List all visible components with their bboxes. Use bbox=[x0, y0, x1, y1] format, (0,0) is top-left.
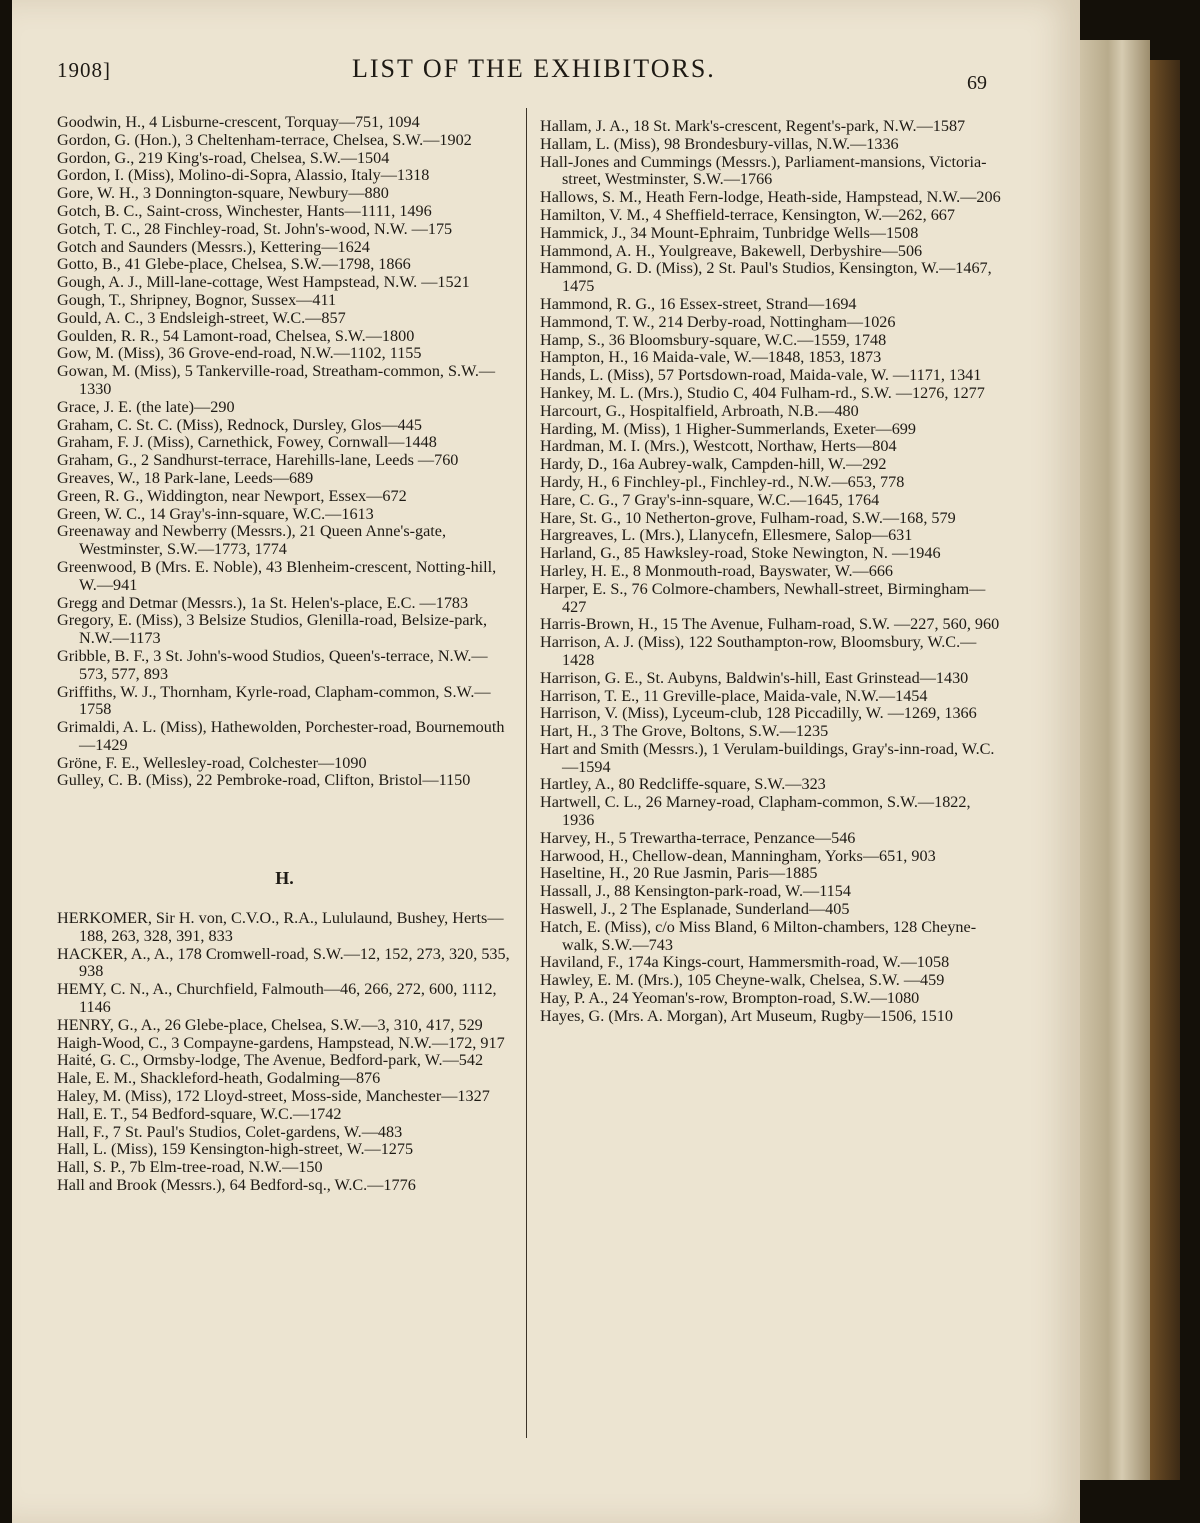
exhibitor-entry: Harris-Brown, H., 15 The Avenue, Fulham-road, S.W. —227, 560, 960 bbox=[540, 615, 1000, 634]
exhibitor-entry: Harper, E. S., 76 Colmore-chambers, Newhall-street, Birmingham—427 bbox=[540, 579, 986, 616]
exhibitor-entry: Gulley, C. B. (Miss), 22 Pembroke-road, Clifton, Bristol—1150 bbox=[57, 771, 471, 790]
exhibitor-entry: HACKER, A., A., 178 Cromwell-road, S.W.—12, 152, 273, 320, 535, 938 bbox=[57, 944, 510, 981]
exhibitor-entry: Gregory, E. (Miss), 3 Belsize Studios, Glenilla-road, Belsize-park, N.W.—1173 bbox=[57, 611, 488, 648]
exhibitor-entry: Hardy, D., 16a Aubrey-walk, Campden-hill, W.—292 bbox=[540, 455, 887, 474]
book-page bbox=[12, 0, 1080, 1523]
exhibitor-entry: Hare, C. G., 7 Gray's-inn-square, W.C.—1645, 1764 bbox=[540, 490, 880, 509]
exhibitor-entry: Haigh-Wood, C., 3 Compayne-gardens, Hampstead, N.W.—172, 917 bbox=[57, 1033, 505, 1052]
exhibitor-entry: Harland, G., 85 Hawksley-road, Stoke Newington, N. —1946 bbox=[540, 544, 941, 563]
exhibitor-entry: Haseltine, H., 20 Rue Jasmin, Paris—1885 bbox=[540, 864, 818, 883]
exhibitor-entry: Gough, T., Shripney, Bognor, Sussex—411 bbox=[57, 290, 337, 309]
exhibitor-entry: Hartwell, C. L., 26 Marney-road, Clapham-common, S.W.—1822, 1936 bbox=[540, 793, 971, 830]
exhibitor-entry: Hamp, S., 36 Bloomsbury-square, W.C.—1559, 1748 bbox=[540, 330, 887, 349]
exhibitor-entry: Gröne, F. E., Wellesley-road, Colchester—1090 bbox=[57, 753, 367, 772]
exhibitor-entry: Hamilton, V. M., 4 Sheffield-terrace, Kensington, W.—262, 667 bbox=[540, 205, 955, 224]
exhibitor-entry: Graham, G., 2 Sandhurst-terrace, Harehills-lane, Leeds —760 bbox=[57, 451, 459, 470]
exhibitor-entry: Gregg and Detmar (Messrs.), 1a St. Helen's-place, E.C. —1783 bbox=[57, 593, 469, 612]
exhibitor-entry: Haviland, F., 174a Kings-court, Hammersmith-road, W.—1058 bbox=[540, 953, 950, 972]
exhibitor-entry: Gotch, T. C., 28 Finchley-road, St. John's-wood, N.W. —175 bbox=[57, 219, 453, 238]
exhibitor-entry: Hallows, S. M., Heath Fern-lodge, Heath-side, Hampstead, N.W.—206 bbox=[540, 188, 1001, 207]
exhibitor-entry: Hall and Brook (Messrs.), 64 Bedford-sq., W.C.—1776 bbox=[57, 1176, 416, 1195]
exhibitor-entry: Gordon, I. (Miss), Molino-di-Sopra, Alassio, Italy—1318 bbox=[57, 166, 430, 185]
exhibitor-entry: Gordon, G. (Hon.), 3 Cheltenham-terrace, Chelsea, S.W.—1902 bbox=[57, 130, 472, 149]
exhibitor-entry: Harvey, H., 5 Trewartha-terrace, Penzance—546 bbox=[540, 828, 856, 847]
exhibitor-entry: Harrison, T. E., 11 Greville-place, Maida-vale, N.W.—1454 bbox=[540, 686, 928, 705]
exhibitor-entry: Hammond, R. G., 16 Essex-street, Strand—1694 bbox=[540, 294, 857, 313]
exhibitor-entry: Hale, E. M., Shackleford-heath, Godalming—876 bbox=[57, 1069, 381, 1088]
page-title: LIST OF THE EXHIBITORS. bbox=[352, 54, 716, 83]
exhibitor-entry: Hall, E. T., 54 Bedford-square, W.C.—1742 bbox=[57, 1104, 342, 1123]
exhibitor-entry: Harrison, V. (Miss), Lyceum-club, 128 Piccadilly, W. —1269, 1366 bbox=[540, 704, 977, 723]
exhibitor-entry: Grimaldi, A. L. (Miss), Hathewolden, Porchester-road, Bournemouth—1429 bbox=[57, 718, 505, 754]
h-entries bbox=[57, 910, 512, 1195]
right-column bbox=[540, 118, 1002, 1026]
exhibitor-entry: Gow, M. (Miss), 36 Grove-end-road, N.W.—1102, 1155 bbox=[57, 344, 422, 363]
exhibitor-entry: Harcourt, G., Hospitalfield, Arbroath, N.B.—480 bbox=[540, 401, 859, 420]
exhibitor-entry: Goulden, R. R., 54 Lamont-road, Chelsea, S.W.—1800 bbox=[57, 326, 415, 345]
exhibitor-entry: Harwood, H., Chellow-dean, Manningham, Yorks—651, 903 bbox=[540, 846, 936, 865]
exhibitor-entry: Green, W. C., 14 Gray's-inn-square, W.C.—1613 bbox=[57, 504, 374, 523]
page-edges bbox=[1080, 40, 1150, 1480]
exhibitor-entry: Grace, J. E. (the late)—290 bbox=[57, 397, 235, 416]
exhibitor-entry: HERKOMER, Sir H. von, C.V.O., R.A., Lululaund, Bushey, Herts—188, 263, 328, 391, 833 bbox=[57, 909, 504, 945]
exhibitor-entry: Hawley, E. M. (Mrs.), 105 Cheyne-walk, Chelsea, S.W. —459 bbox=[540, 971, 945, 990]
exhibitor-entry: Gotto, B., 41 Glebe-place, Chelsea, S.W.—1798, 1866 bbox=[57, 255, 411, 274]
exhibitor-entry: Gotch, B. C., Saint-cross, Winchester, Hants—1111, 1496 bbox=[57, 201, 432, 220]
exhibitor-entry: Hammick, J., 34 Mount-Ephraim, Tunbridge Wells—1508 bbox=[540, 223, 919, 242]
exhibitor-entry: Harrison, G. E., St. Aubyns, Baldwin's-hill, East Grinstead—1430 bbox=[540, 668, 969, 687]
exhibitor-entry: Hammond, T. W., 214 Derby-road, Nottingham—1026 bbox=[540, 312, 896, 331]
exhibitor-entry: Gould, A. C., 3 Endsleigh-street, W.C.—857 bbox=[57, 308, 346, 327]
exhibitor-entry: Harrison, A. J. (Miss), 122 Southampton-row, Bloomsbury, W.C.—1428 bbox=[540, 633, 977, 669]
exhibitor-entry: Graham, C. St. C. (Miss), Rednock, Dursley, Glos—445 bbox=[57, 415, 422, 434]
exhibitor-entry: Hassall, J., 88 Kensington-park-road, W.—1154 bbox=[540, 882, 851, 901]
exhibitor-entry: Greaves, W., 18 Park-lane, Leeds—689 bbox=[57, 468, 314, 487]
header-year: 1908] bbox=[57, 58, 111, 82]
exhibitor-entry: Gordon, G., 219 King's-road, Chelsea, S.W.—1504 bbox=[57, 148, 390, 167]
exhibitor-entry: Hardman, M. I. (Mrs.), Westcott, Northaw, Herts—804 bbox=[540, 437, 897, 456]
exhibitor-entry: Hayes, G. (Mrs. A. Morgan), Art Museum, Rugby—1506, 1510 bbox=[540, 1006, 953, 1025]
exhibitor-entry: Hampton, H., 16 Maida-vale, W.—1848, 1853, 1873 bbox=[540, 348, 882, 367]
exhibitor-entry: Greenwood, B (Mrs. E. Noble), 43 Blenheim-crescent, Notting-hill, W.—941 bbox=[57, 557, 497, 594]
exhibitor-entry: Harding, M. (Miss), 1 Higher-Summerlands, Exeter—699 bbox=[540, 419, 916, 438]
exhibitor-entry: Gough, A. J., Mill-lane-cottage, West Hampstead, N.W. —1521 bbox=[57, 273, 470, 292]
exhibitor-entry: Hammond, G. D. (Miss), 2 St. Paul's Studios, Kensington, W.—1467, 1475 bbox=[540, 259, 992, 296]
g-entries bbox=[57, 114, 512, 790]
exhibitor-entry: Greenaway and Newberry (Messrs.), 21 Queen Anne's-gate, Westminster, S.W.—1773, 1774 bbox=[57, 522, 447, 559]
exhibitor-entry: Hargreaves, L. (Mrs.), Llanycefn, Ellesmere, Salop—631 bbox=[540, 526, 913, 545]
left-column bbox=[57, 114, 512, 1195]
exhibitor-entry: Gowan, M. (Miss), 5 Tankerville-road, Streatham-common, S.W.—1330 bbox=[57, 362, 496, 398]
exhibitor-entry: Haswell, J., 2 The Esplanade, Sunderland—405 bbox=[540, 900, 850, 919]
exhibitor-entry: Hallam, L. (Miss), 98 Brondesbury-villas, N.W.—1336 bbox=[540, 134, 899, 153]
exhibitor-entry: Hall, L. (Miss), 159 Kensington-high-street, W.—1275 bbox=[57, 1140, 414, 1159]
exhibitor-entry: Green, R. G., Widdington, near Newport, Essex—672 bbox=[57, 486, 407, 505]
exhibitor-entry: Griffiths, W. J., Thornham, Kyrle-road, Clapham-common, S.W.—1758 bbox=[57, 682, 491, 719]
exhibitor-entry: Hart, H., 3 The Grove, Boltons, S.W.—1235 bbox=[540, 722, 829, 741]
exhibitor-entry: Hands, L. (Miss), 57 Portsdown-road, Maida-vale, W. —1171, 1341 bbox=[540, 366, 982, 385]
exhibitor-entry: Hall, F., 7 St. Paul's Studios, Colet-gardens, W.—483 bbox=[57, 1122, 403, 1141]
exhibitor-entry: Haité, G. C., Ormsby-lodge, The Avenue, Bedford-park, W.—542 bbox=[57, 1051, 484, 1070]
exhibitor-entry: Harley, H. E., 8 Monmouth-road, Bayswater, W.—666 bbox=[540, 561, 894, 580]
exhibitor-entry: Graham, F. J. (Miss), Carnethick, Fowey, Cornwall—1448 bbox=[57, 433, 437, 452]
section-heading-h: H. bbox=[275, 868, 294, 889]
exhibitor-entry: Hartley, A., 80 Redcliffe-square, S.W.—323 bbox=[540, 775, 826, 794]
column-divider bbox=[526, 108, 527, 1438]
exhibitor-entry: Hatch, E. (Miss), c/o Miss Bland, 6 Milton-chambers, 128 Cheyne-walk, S.W.—743 bbox=[540, 917, 977, 954]
exhibitor-entry: Hammond, A. H., Youlgreave, Bakewell, Derbyshire—506 bbox=[540, 241, 923, 260]
exhibitor-entry: Hart and Smith (Messrs.), 1 Verulam-buildings, Gray's-inn-road, W.C.—1594 bbox=[540, 739, 995, 776]
exhibitor-entry: Hankey, M. L. (Mrs.), Studio C, 404 Fulham-rd., S.W. —1276, 1277 bbox=[540, 383, 985, 402]
exhibitor-entry: Gotch and Saunders (Messrs.), Kettering—1624 bbox=[57, 237, 370, 256]
exhibitor-entry: Haley, M. (Miss), 172 Lloyd-street, Moss-side, Manchester—1327 bbox=[57, 1087, 490, 1106]
exhibitor-entry: Goodwin, H., 4 Lisburne-crescent, Torquay—751, 1094 bbox=[57, 113, 420, 131]
right-entries bbox=[540, 118, 1002, 1026]
exhibitor-entry: HENRY, G., A., 26 Glebe-place, Chelsea, S.W.—3, 310, 417, 529 bbox=[57, 1015, 483, 1034]
page-number: 69 bbox=[967, 72, 987, 94]
exhibitor-entry: Hall, S. P., 7b Elm-tree-road, N.W.—150 bbox=[57, 1158, 323, 1177]
exhibitor-entry: Gore, W. H., 3 Donnington-square, Newbury—880 bbox=[57, 184, 389, 203]
section-gap bbox=[57, 790, 512, 870]
exhibitor-entry: Hay, P. A., 24 Yeoman's-row, Brompton-road, S.W.—1080 bbox=[540, 989, 920, 1008]
book-cover-edge bbox=[1150, 60, 1180, 1480]
exhibitor-entry: Hallam, J. A., 18 St. Mark's-crescent, Regent's-park, N.W.—1587 bbox=[540, 117, 966, 135]
exhibitor-entry: Gribble, B. F., 3 St. John's-wood Studios, Queen's-terrace, N.W.—573, 577, 893 bbox=[57, 646, 488, 683]
exhibitor-entry: HEMY, C. N., A., Churchfield, Falmouth—46, 266, 272, 600, 1112, 1146 bbox=[57, 980, 497, 1017]
exhibitor-entry: Hare, St. G., 10 Netherton-grove, Fulham-road, S.W.—168, 579 bbox=[540, 508, 956, 527]
exhibitor-entry: Hall-Jones and Cummings (Messrs.), Parliament-mansions, Victoria-street, Westminster, S.W.—1766 bbox=[540, 152, 987, 189]
exhibitor-entry: Hardy, H., 6 Finchley-pl., Finchley-rd., N.W.—653, 778 bbox=[540, 472, 905, 491]
